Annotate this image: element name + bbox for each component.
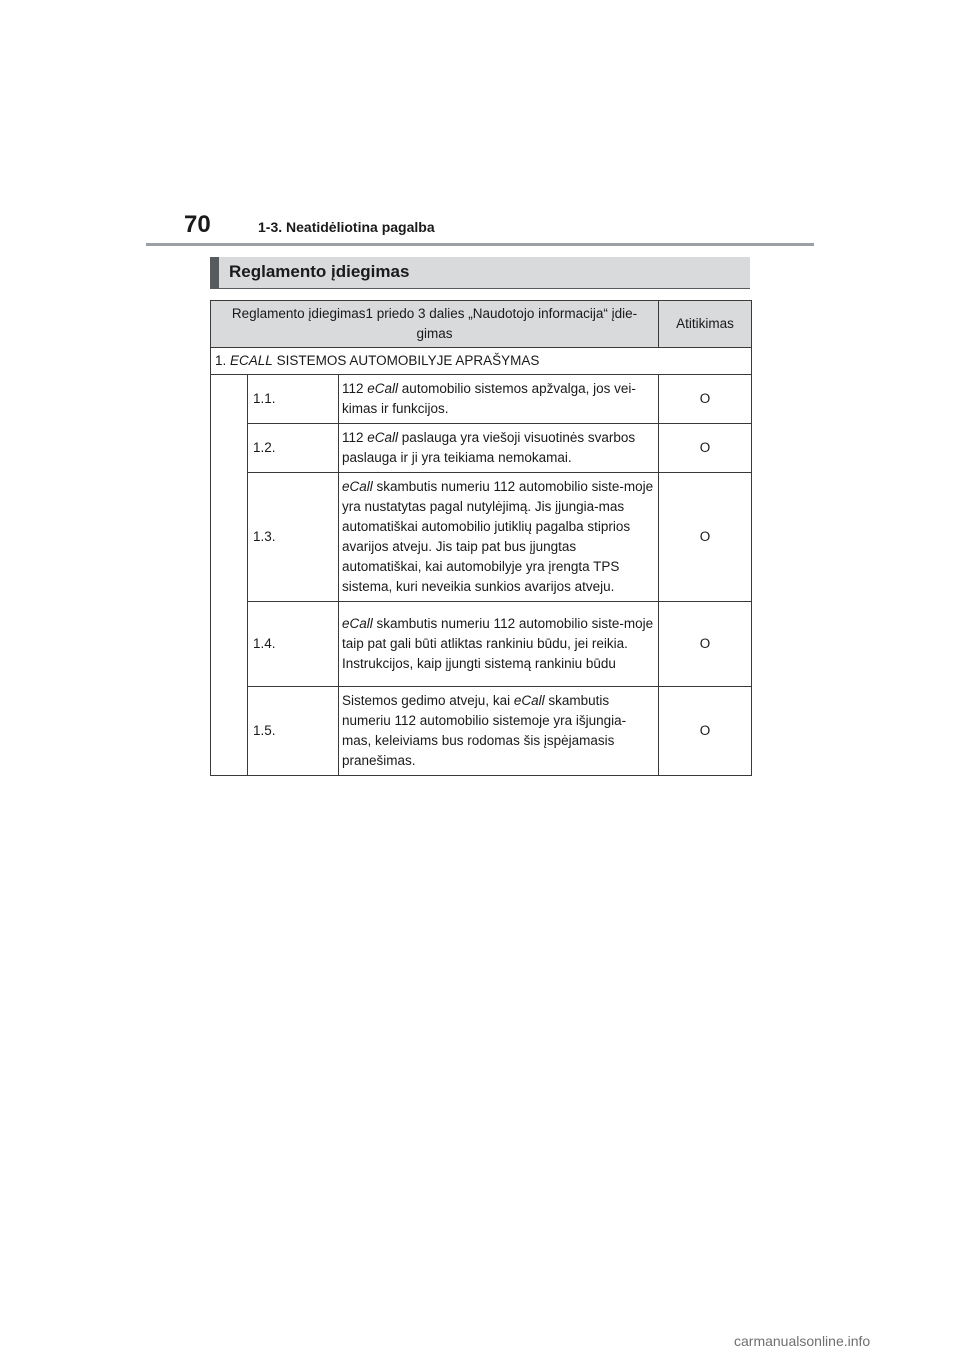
row-description-post: automobilio sistemos apžvalga, jos vei-kimas ir funkcijos. <box>342 381 636 416</box>
indent-spacer-cell <box>211 375 248 776</box>
row-description <box>339 687 659 776</box>
row-number: 1.4. <box>248 602 339 687</box>
row-description-italic: eCall <box>342 479 373 494</box>
title-bar <box>210 257 750 288</box>
regulation-table <box>210 300 752 776</box>
row-compliance: O <box>659 375 752 424</box>
row-description-pre: 112 <box>342 381 368 396</box>
table-row <box>211 687 752 776</box>
row-number: 1.3. <box>248 473 339 602</box>
row-description-italic: eCall <box>342 616 373 631</box>
section-header: 1-3. Neatidėliotina pagalba <box>258 219 435 235</box>
title-accent-bar <box>210 257 219 288</box>
row-description-post: skambutis numeriu 112 automobilio sistemoje yra išjungia-mas, keleiviams bus rodomas šis įspėjamasis pranešimas. <box>342 693 627 768</box>
row-description-pre: 112 <box>342 430 368 445</box>
row-compliance: O <box>659 424 752 473</box>
table-row <box>211 473 752 602</box>
row-number: 1.2. <box>248 424 339 473</box>
row-description-post: skambutis numeriu 112 automobilio siste-moje yra nustatytas pagal nutylėjimą. Jis įjungia-mas automatiškai automobilio jutiklių pagalba stiprios avarijos atveju. Jis taip pat bus įjungtas automatiškai, kai automobilyje yra įrengta TPS sistema, kuri neveikia sunkios avarijos atveju. <box>342 479 654 594</box>
row-description-italic: eCall <box>367 430 399 445</box>
title-underline <box>210 288 750 289</box>
row-compliance: O <box>659 602 752 687</box>
table-row <box>211 424 752 473</box>
table-header-row <box>211 301 752 348</box>
row-compliance: O <box>659 473 752 602</box>
column-header-requirement-text: Reglamento įdiegimas1 priedo 3 dalies „Naudotojo informacija“ įdie-gimas <box>231 306 638 341</box>
table-row <box>211 602 752 687</box>
page-number: 70 <box>184 211 211 238</box>
watermark: carmanualsonline.info <box>734 1333 871 1349</box>
column-header-requirement <box>211 301 659 348</box>
row-description-post: skambutis numeriu 112 automobilio siste-moje taip pat gali būti atliktas rankiniu būdu, jei reikia. Instrukcijos, kaip įjungti sistemą rankiniu būdu <box>342 616 654 671</box>
section-prefix: 1. <box>215 353 227 368</box>
row-description-italic: eCall <box>367 381 399 396</box>
row-number: 1.1. <box>248 375 339 424</box>
column-header-compliance <box>659 301 752 348</box>
row-description-pre: Sistemos gedimo atveju, kai <box>342 693 514 708</box>
section-row <box>211 348 752 375</box>
column-header-compliance-text: Atitikimas <box>676 316 734 331</box>
section-cell <box>211 348 752 375</box>
header-divider <box>146 243 814 246</box>
table-row <box>211 375 752 424</box>
row-description <box>339 602 659 687</box>
row-description <box>339 473 659 602</box>
section-rest: SISTEMOS AUTOMOBILYJE APRAŠYMAS <box>276 353 540 368</box>
page-title: Reglamento įdiegimas <box>229 262 410 281</box>
section-italic: ECALL <box>230 353 273 368</box>
row-description-italic: eCall <box>513 693 545 708</box>
row-description-post: paslauga yra viešoji visuotinės svarbos paslauga ir ji yra teikiama nemokamai. <box>342 430 636 465</box>
row-description <box>339 424 659 473</box>
row-number: 1.5. <box>248 687 339 776</box>
row-compliance: O <box>659 687 752 776</box>
row-description <box>339 375 659 424</box>
